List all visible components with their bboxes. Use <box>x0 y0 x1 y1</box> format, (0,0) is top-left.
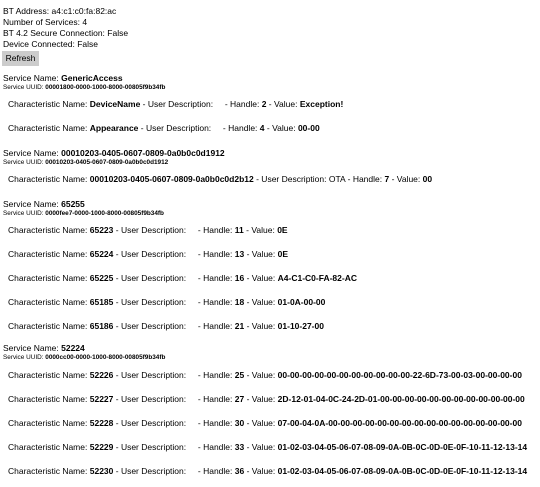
bt-address-value: a4:c1:c0:fa:82:ac <box>51 6 117 16</box>
user-desc-label: - User Description: <box>256 174 327 184</box>
char-name-label: Characteristic Name: <box>8 297 88 307</box>
char-name-label: Characteristic Name: <box>8 394 88 404</box>
handle-label: - Handle: <box>347 174 383 184</box>
handle-label: - Handle: <box>222 123 258 133</box>
value-label: - Value: <box>246 370 276 380</box>
characteristic-row <box>8 99 343 109</box>
user-desc-label: - User Description: <box>115 418 187 428</box>
service-uuid-line <box>3 159 168 166</box>
user-desc-label: - User Description: <box>115 225 187 235</box>
secure-connection-value: False <box>107 28 129 38</box>
characteristic-row <box>8 174 432 184</box>
value-label: - Value: <box>246 297 276 307</box>
service-name: GenericAccess <box>61 73 123 83</box>
handle-value: 16 <box>234 273 245 283</box>
char-name-label: Characteristic Name: <box>8 123 88 133</box>
user-desc-label: - User Description: <box>115 394 187 404</box>
char-name: 00010203-0405-0607-0809-0a0b0c0d2b12 <box>89 174 254 184</box>
char-name-label: Characteristic Name: <box>8 418 88 428</box>
value-label: - Value: <box>266 123 296 133</box>
char-value: 0E <box>277 225 288 235</box>
service-name: 00010203-0405-0607-0809-0a0b0c0d1912 <box>61 148 225 158</box>
char-value: 01-02-03-04-05-06-07-08-09-0A-0B-0C-0D-0E-0F-10-11-12-13-14 <box>277 466 528 476</box>
user-desc-label: - User Description: <box>115 442 187 452</box>
service-uuid-label: Service UUID: <box>3 84 44 91</box>
handle-label: - Handle: <box>197 418 233 428</box>
char-value: Exception! <box>299 99 344 109</box>
handle-label: - Handle: <box>197 370 233 380</box>
num-services-label: Number of Services: <box>3 17 80 27</box>
service-uuid: 0000cc00-0000-1000-8000-00805f9b34fb <box>45 354 166 361</box>
characteristic-row <box>8 249 288 259</box>
service-name-line <box>3 148 225 158</box>
char-name: 52228 <box>89 418 114 428</box>
handle-label: - Handle: <box>197 297 233 307</box>
char-name-label: Characteristic Name: <box>8 99 88 109</box>
char-value: 01-02-03-04-05-06-07-08-09-0A-0B-0C-0D-0E-0F-10-11-12-13-14 <box>277 442 528 452</box>
handle-label: - Handle: <box>197 225 233 235</box>
value-label: - Value: <box>246 466 276 476</box>
char-name: 65225 <box>89 273 114 283</box>
char-value: 00 <box>422 174 433 184</box>
value-label: - Value: <box>391 174 421 184</box>
characteristic-row <box>8 394 525 404</box>
handle-value: 13 <box>234 249 245 259</box>
handle-value: 7 <box>384 174 390 184</box>
char-name-label: Characteristic Name: <box>8 370 88 380</box>
service-name-label: Service Name: <box>3 343 59 353</box>
char-value: 01-0A-00-00 <box>277 297 326 307</box>
value-label: - Value: <box>246 442 276 452</box>
characteristic-row <box>8 297 325 307</box>
service-name-label: Service Name: <box>3 73 59 83</box>
secure-connection-label: BT 4.2 Secure Connection: <box>3 28 105 38</box>
service-uuid-line <box>3 210 164 217</box>
handle-value: 30 <box>234 418 245 428</box>
handle-value: 11 <box>234 225 244 235</box>
char-name: 52229 <box>89 442 114 452</box>
char-name: 65223 <box>89 225 114 235</box>
service-uuid-label: Service UUID: <box>3 210 44 217</box>
char-name: 52227 <box>89 394 114 404</box>
device-connected-line <box>3 39 98 50</box>
handle-value: 36 <box>234 466 245 476</box>
refresh-button[interactable]: Refresh <box>2 51 39 66</box>
characteristic-row <box>8 418 522 428</box>
char-value: 0E <box>277 249 289 259</box>
secure-connection-line <box>3 28 128 39</box>
user-desc-label: - User Description: <box>115 370 187 380</box>
service-uuid-label: Service UUID: <box>3 159 44 166</box>
service-name-label: Service Name: <box>3 199 59 209</box>
value-label: - Value: <box>246 225 275 235</box>
char-name: 52230 <box>89 466 114 476</box>
user-desc-label: - User Description: <box>115 273 187 283</box>
characteristic-row <box>8 123 320 133</box>
char-name-label: Characteristic Name: <box>8 466 88 476</box>
char-value: 00-00 <box>297 123 320 133</box>
service-name-label: Service Name: <box>3 148 59 158</box>
num-services-value: 4 <box>82 17 88 27</box>
char-value: A4-C1-C0-FA-82-AC <box>277 273 357 283</box>
char-name: Appearance <box>89 123 139 133</box>
service-name-line <box>3 199 85 209</box>
char-name-label: Characteristic Name: <box>8 249 88 259</box>
handle-label: - Handle: <box>197 273 233 283</box>
device-connected-value: False <box>77 39 98 49</box>
value-label: - Value: <box>246 249 276 259</box>
user-desc-label: - User Description: <box>142 99 214 109</box>
char-name: DeviceName <box>89 99 141 109</box>
service-name: 52224 <box>61 343 85 353</box>
handle-label: - Handle: <box>197 442 233 452</box>
num-services-line <box>3 17 87 28</box>
handle-value: 27 <box>234 394 245 404</box>
user-desc-label: - User Description: <box>115 321 187 331</box>
handle-label: - Handle: <box>197 321 233 331</box>
char-value: 00-00-00-00-00-00-00-00-00-00-00-22-6D-73-00-03-00-00-00-00 <box>277 370 522 380</box>
service-uuid-line <box>3 354 165 361</box>
value-label: - Value: <box>246 273 276 283</box>
handle-value: 25 <box>234 370 245 380</box>
service-name: 65255 <box>61 199 85 209</box>
char-name-label: Characteristic Name: <box>8 273 88 283</box>
char-name-label: Characteristic Name: <box>8 442 88 452</box>
handle-value: 2 <box>261 99 267 109</box>
char-name: 52226 <box>89 370 114 380</box>
value-label: - Value: <box>268 99 298 109</box>
user-desc-label: - User Description: <box>115 297 187 307</box>
user-desc: OTA <box>328 174 346 184</box>
char-name: 65224 <box>89 249 114 259</box>
service-uuid: 00001800-0000-1000-8000-00805f9b34fb <box>45 84 166 91</box>
device-connected-label: Device Connected: <box>3 39 75 49</box>
handle-value: 33 <box>234 442 245 452</box>
characteristic-row <box>8 370 522 380</box>
char-name-label: Characteristic Name: <box>8 174 88 184</box>
user-desc-label: - User Description: <box>115 249 187 259</box>
value-label: - Value: <box>246 394 276 404</box>
handle-label: - Handle: <box>197 249 233 259</box>
value-label: - Value: <box>246 418 276 428</box>
characteristic-row <box>8 442 527 452</box>
handle-label: - Handle: <box>197 466 233 476</box>
service-name-line <box>3 343 85 353</box>
char-name-label: Characteristic Name: <box>8 321 88 331</box>
service-uuid-label: Service UUID: <box>3 354 44 361</box>
service-uuid-line <box>3 84 165 91</box>
service-uuid: 00010203-0405-0607-0809-0a0b0c0d1912 <box>45 159 169 166</box>
char-name: 65185 <box>89 297 114 307</box>
char-value: 07-00-04-0A-00-00-00-00-00-00-00-00-00-00-00-00-00-00-00-00 <box>277 418 522 428</box>
characteristic-row <box>8 321 324 331</box>
value-label: - Value: <box>246 321 276 331</box>
handle-label: - Handle: <box>224 99 260 109</box>
service-uuid: 0000fee7-0000-1000-8000-00805f9b34fb <box>45 210 164 217</box>
bt-address-label: BT Address: <box>3 6 50 16</box>
characteristic-row <box>8 273 357 283</box>
char-value: 2D-12-01-04-0C-24-2D-01-00-00-00-00-00-00-00-00-00-00-00-00 <box>277 394 525 404</box>
handle-value: 18 <box>234 297 245 307</box>
handle-value: 21 <box>234 321 245 331</box>
characteristic-row <box>8 466 527 476</box>
char-name: 65186 <box>89 321 114 331</box>
char-value: 01-10-27-00 <box>277 321 324 331</box>
bt-address-line <box>3 6 116 17</box>
user-desc-label: - User Description: <box>115 466 187 476</box>
characteristic-row <box>8 225 288 235</box>
service-name-line <box>3 73 123 83</box>
handle-label: - Handle: <box>197 394 233 404</box>
handle-value: 4 <box>259 123 265 133</box>
char-name-label: Characteristic Name: <box>8 225 88 235</box>
user-desc-label: - User Description: <box>140 123 212 133</box>
